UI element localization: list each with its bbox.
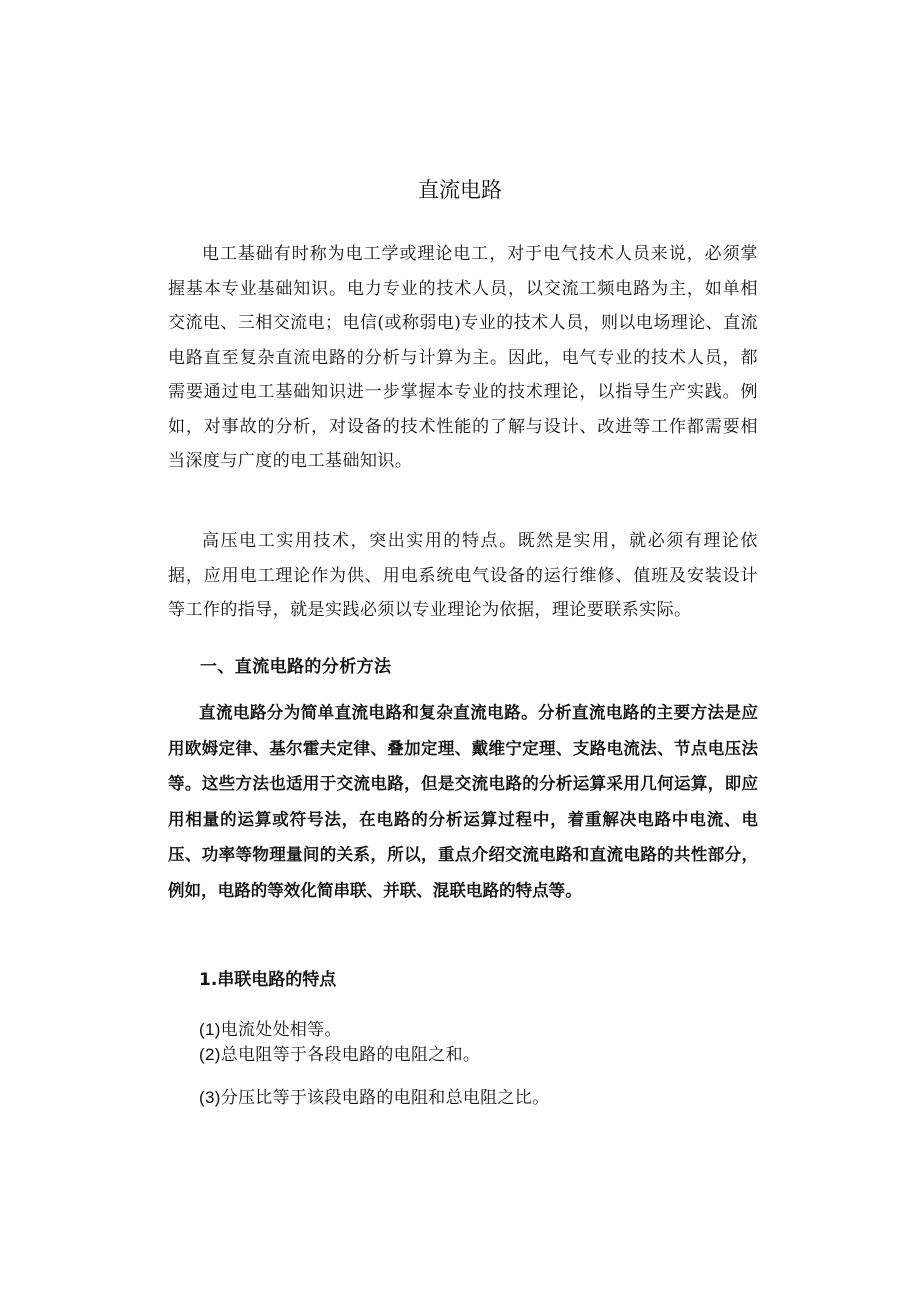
series-feature-item: [199, 1085, 549, 1111]
intro-paragraph: 电工基础有时称为电工学或理论电工，对于电气技术人员来说，必须掌握基本专业基础知识。电力专业的技术人员，以交流工频电路为主，如单相交流电、三相交流电；电信(或称弱电)专业的技术人员，则以电场理论、直流电路直至复杂直流电路的分析与计算为主。因此，电气专业的技术人员，都需要通过电工基础知识进一步掌握本专业的技术理论，以指导生产实践。例如，对事故的分析，对设备的技术性能的了解与设计、改进等工作都需要相当深度与广度的电工基础知识。: [168, 244, 759, 471]
item-number: (3): [199, 1088, 221, 1107]
item-text: 分压比等于该段电路的电阻和总电阻之比。: [220, 1088, 550, 1108]
series-feature-item: [199, 1017, 342, 1043]
document-title: 直流电路: [418, 178, 502, 202]
item-number: (2): [199, 1045, 221, 1064]
subsection-heading-series-circuit: 1.串联电路的特点: [199, 970, 337, 990]
item-number: (1): [199, 1020, 221, 1039]
practical-paragraph: 高压电工实用技术，突出实用的特点。既然是实用，就必须有理论依据，应用电工理论作为供、用电系统电气设备的运行维修、值班及安装设计等工作的指导，就是实践必须以专业理论为依据，理论要联系实际。: [168, 531, 758, 620]
item-text: 电流处处相等。: [220, 1020, 342, 1040]
item-text: 总电阻等于各段电路的电阻之和。: [220, 1045, 481, 1065]
section-heading-analysis-methods: 一、直流电路的分析方法: [200, 657, 392, 677]
analysis-methods-paragraph: 直流电路分为简单直流电路和复杂直流电路。分析直流电路的主要方法是应用欧姆定律、基尔霍夫定律、叠加定理、戴维宁定理、支路电流法、节点电压法等。这些方法也适用于交流电路，但是交流电路的分析运算采用几何运算，即应用相量的运算或符号法，在电路的分析运算过程中，着重解决电路中电流、电压、功率等物理量间的关系，所以，重点介绍交流电路和直流电路的共性部分，例如，电路的等效化简串联、并联、混联电路的特点等。: [168, 703, 758, 900]
series-feature-item: [199, 1042, 480, 1068]
